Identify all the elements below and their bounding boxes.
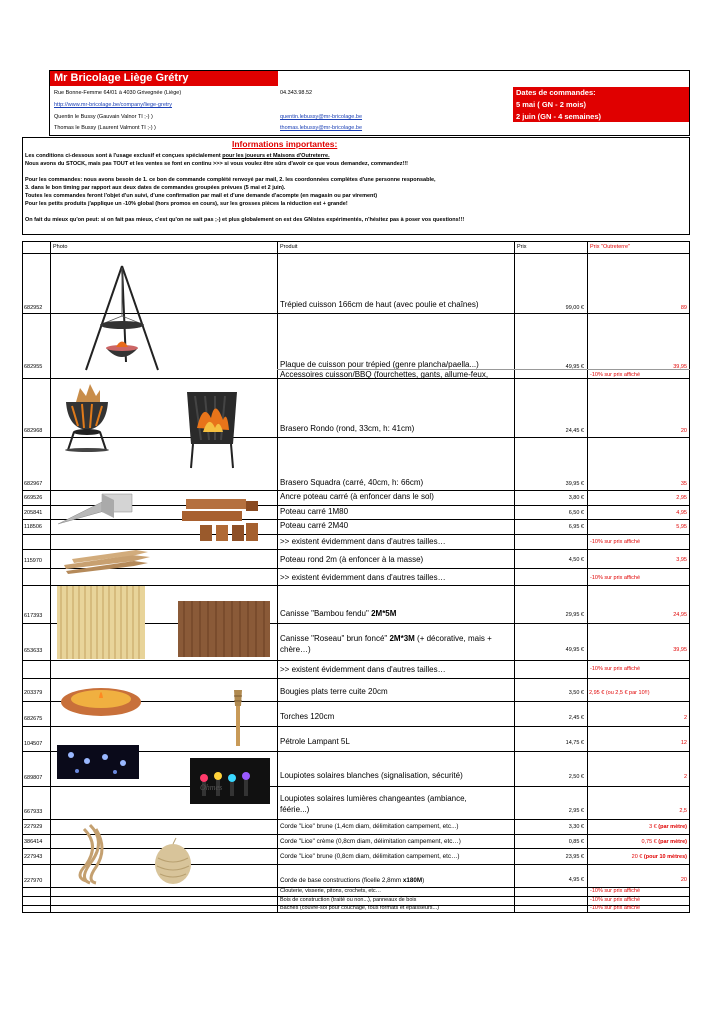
- row-19-special-value: 3 €: [649, 824, 659, 830]
- contact2-email-link[interactable]: thomas.lebussy@mr-bricolage.be: [280, 125, 363, 131]
- info-title: Informations importantes:: [232, 139, 338, 149]
- row-11-product-text: Canisse "Bambou fendu": [280, 609, 372, 618]
- rope-coil-image: [70, 821, 110, 885]
- row-11-special: 24,95: [673, 612, 687, 618]
- store-phone: 04.343.98.52: [280, 90, 313, 96]
- twine-ball-image: [152, 836, 194, 886]
- row-20-special-value: 0,75 €: [641, 839, 659, 845]
- order-dates-title: Dates de commandes:: [516, 88, 596, 97]
- post-anchor-image: [54, 492, 136, 528]
- row-8-special: -10% sur prix affiché: [590, 539, 641, 545]
- row-22-code: 227970: [24, 878, 43, 884]
- row-9-product: Poteau rond 2m (à enfoncer à la masse): [280, 555, 424, 564]
- row-12-code: 653633: [24, 648, 43, 654]
- store-address: Rue Bonne-Femme 64/01 à 4030 Grivegnée (Liège): [54, 90, 182, 96]
- info-line-6: Pour les petits produits j'applique un -10% global (hors promos en cours), sur les grosses pièces la réduction est + grande!: [25, 201, 348, 207]
- row-15-special: 2: [683, 715, 687, 721]
- terracotta-candle-image: [57, 680, 145, 720]
- order-date-1: 5 mai ( GN - 2 mois): [516, 100, 587, 109]
- row-14-price: 3,50 €: [568, 690, 584, 696]
- row-22-product-tail: ): [422, 877, 425, 884]
- store-website-link[interactable]: http://www.mr-bricolage.be/company/liege-gretry: [54, 102, 172, 108]
- row-4-special: 35: [680, 481, 687, 487]
- row-21-special-value: 20 €: [631, 854, 644, 860]
- row-22-special: 20: [680, 877, 687, 883]
- row-12-product-size: 2M*3M: [389, 634, 415, 643]
- row-6-special: 4,95: [676, 510, 687, 516]
- row-4-product: Brasero Squadra (carré, 40cm, h: 66cm): [280, 478, 424, 487]
- row-14-special: 2,95 € (ou 2,5 € par 10!!): [589, 690, 650, 696]
- col-header-product: Produit: [280, 244, 298, 250]
- row-3-code: 682968: [24, 428, 43, 434]
- info-line-1a: Les conditions ci-dessous sont à l'usage exclusif et conçues spécialement: [25, 153, 223, 159]
- contact2-name: Thomas le Bussy (Laurent Valmont TI ;-) ): [54, 125, 156, 131]
- info-line-4: 3. dans le bon timing par rapport aux deux dates de commandes groupées prévues (5 mai et 2 juin).: [25, 185, 286, 191]
- row-17-price: 2,50 €: [568, 774, 584, 780]
- row-3-product: Brasero Rondo (rond, 33cm, h: 41cm): [280, 424, 415, 433]
- row-25-special: -10% sur prix affiché: [590, 905, 641, 911]
- row-14-code: 203379: [24, 690, 43, 696]
- info-line-3: Pour les commandes: nous avons besoin de 1. ce bon de commande complété renvoyé par mail, 2. les coordonnées complètes d'une personne responsable,: [25, 177, 436, 183]
- row-24-product: Bois de construction (traité ou non...), panneaux de bois: [280, 897, 417, 903]
- row-19-special-unit: (par mètre): [658, 824, 687, 830]
- row-16-special: 12: [680, 740, 687, 746]
- row-7-price: 6,95 €: [568, 524, 584, 530]
- row-0-special: 89: [680, 305, 687, 311]
- row-9-special: 3,95: [676, 557, 687, 563]
- row-0-product: Trépied cuisson 166cm de haut (avec poulie et chaînes): [280, 300, 479, 309]
- row-2-special: -10% sur prix affiché: [590, 372, 641, 378]
- row-12-product-line2: chère…): [280, 645, 311, 654]
- row-7-special: 5,95: [676, 524, 687, 530]
- row-22-price: 4,95 €: [568, 877, 584, 883]
- round-posts-image: [62, 547, 152, 575]
- col-header-special-price: Prix "Outreterre": [590, 244, 630, 250]
- row-21-product: Corde "Lice" brune (0,8cm diam, délimitation campement, etc…): [280, 853, 460, 860]
- row-11-product-size: 2M*5M: [371, 609, 397, 618]
- col-header-photo: Photo: [53, 244, 68, 250]
- row-0-code: 682952: [24, 305, 43, 311]
- row-24-special: -10% sur prix affiché: [590, 897, 641, 903]
- row-1-price: 49,95 €: [565, 364, 584, 370]
- info-line-7: On fait du mieux qu'on peut: si on fait pas mieux, c'est qu'on ne sait pas ;-) et plus globalement on est des GNistes expérimentés, n'hésitez pas à poser vos questions!!!: [25, 217, 465, 223]
- row-16-code: 104507: [24, 741, 43, 747]
- row-5-price: 3,80 €: [568, 495, 584, 501]
- row-19-code: 227929: [24, 824, 43, 830]
- row-16-product: Pétrole Lampant 5L: [280, 737, 350, 746]
- row-17-code: 689807: [24, 775, 43, 781]
- row-17-product: Loupiotes solaires blanches (signalisation, sécurité): [280, 771, 463, 780]
- tripod-image: [80, 262, 165, 374]
- square-posts-image: [180, 495, 262, 545]
- row-18-product: Loupiotes solaires lumières changeantes (ambiance,: [280, 794, 467, 803]
- row-11-price: 29,95 €: [565, 612, 584, 618]
- row-18-code: 667933: [24, 809, 43, 815]
- row-12-price: 49,95 €: [565, 647, 584, 653]
- row-17-special: 2: [683, 774, 687, 780]
- row-21-special: [587, 854, 687, 861]
- row-12-product-tail: (+ décorative, mais +: [414, 634, 492, 643]
- info-line-1b: pour les joueurs et Maisons d'Outreterre.: [222, 153, 330, 159]
- row-15-product: Torches 120cm: [280, 712, 335, 721]
- row-20-special: [587, 839, 687, 846]
- brasero-rondo-image: [58, 380, 116, 452]
- row-9-code: 115970: [24, 558, 42, 564]
- row-16-price: 14,75 €: [565, 740, 584, 746]
- row-14-product: Bougies plats terre cuite 20cm: [280, 687, 388, 696]
- row-12-special: 39,95: [673, 647, 687, 653]
- row-20-special-unit: (par mètre): [658, 839, 687, 845]
- row-15-code: 682675: [24, 716, 43, 722]
- row-0-price: 99,00 €: [565, 305, 584, 311]
- row-20-product: Corde "Lice" crème (0,8cm diam, délimitation campement, etc…): [280, 838, 461, 845]
- row-4-price: 39,95 €: [565, 481, 584, 487]
- row-20-price: 0,85 €: [568, 839, 584, 845]
- row-9-price: 4,50 €: [568, 557, 584, 563]
- row-8-product: >> existent évidemment dans d'autres tailles…: [280, 537, 446, 546]
- row-25-product: Bâches (couvre-sol pour couchage, tous formats et épaisseurs...): [280, 905, 439, 911]
- row-7-product: Poteau carré 2M40: [280, 521, 349, 530]
- row-21-price: 23,95 €: [565, 854, 584, 860]
- roseau-canisse-image: [178, 601, 270, 657]
- row-1-product: Plaque de cuisson pour trépied (genre plancha/paella...): [280, 360, 479, 369]
- row-5-product: Ancre poteau carré (à enfoncer dans le sol): [280, 492, 434, 501]
- store-title: Mr Bricolage Liège Grétry: [54, 72, 189, 84]
- order-date-2: 2 juin (GN - 4 semaines): [516, 112, 602, 121]
- row-18-special: 2,5: [679, 808, 687, 814]
- solar-lights-watermark: Ohmes: [200, 783, 223, 792]
- contact1-name: Quentin le Bussy (Gauvain Valnor TI ;-) ): [54, 114, 153, 120]
- row-1-code: 682955: [24, 364, 43, 370]
- row-23-product: Clouterie, visserie, pitons, crochets, etc…: [280, 888, 382, 894]
- row-22-product: [280, 877, 424, 885]
- brasero-squadra-image: [183, 388, 241, 470]
- row-15-price: 2,45 €: [568, 715, 584, 721]
- row-5-special: 2,95: [676, 495, 687, 501]
- row-10-product: >> existent évidemment dans d'autres tailles…: [280, 573, 446, 582]
- row-22-product-text: Corde de base constructions (ficelle 2,8mm: [280, 877, 403, 884]
- row-6-product: Poteau carré 1M80: [280, 507, 349, 516]
- row-4-code: 682967: [24, 481, 43, 487]
- col-header-price: Prix: [517, 244, 527, 250]
- row-6-price: 6,50 €: [568, 510, 584, 516]
- row-23-special: -10% sur prix affiché: [590, 888, 641, 894]
- row-18-price: 2,95 €: [568, 808, 584, 814]
- row-3-price: 24,45 €: [565, 428, 584, 434]
- row-20-code: 386414: [24, 839, 43, 845]
- row-19-product: Corde "Lice" brune (1,4cm diam, délimitation campement, etc...): [280, 823, 459, 830]
- info-line-2: Nous avons du STOCK, mais pas TOUT et les ventes se font en continu >>> si vous voulez être sûrs d'avoir ce que vous demandez, commandez!!!: [25, 161, 408, 167]
- row-19-price: 3,30 €: [568, 824, 584, 830]
- torch-image: [230, 688, 246, 746]
- row-21-code: 227943: [24, 854, 43, 860]
- row-19-special: [587, 824, 687, 831]
- row-6-code: 205841: [24, 510, 43, 516]
- row-11-product: [280, 609, 396, 619]
- info-line-5: Toutes les commandes feront l'objet d'un suivi, d'une confirmation par mail et d'une demande d'acompte (en magasin ou par virement): [25, 193, 378, 199]
- row-11-code: 617393: [24, 613, 43, 619]
- info-line-1: [25, 153, 330, 160]
- row-2-product: Accessoires cuisson/BBQ (fourchettes, gants, allume-feux,: [280, 370, 489, 379]
- row-13-product: >> existent évidemment dans d'autres tailles…: [280, 665, 446, 674]
- row-18-product-line2: féérie...): [280, 805, 310, 814]
- solar-lights-white-image: [57, 745, 139, 779]
- bamboo-canisse-image: [57, 586, 145, 659]
- row-21-special-unit: (pour 10 mètres): [643, 854, 687, 860]
- row-7-code: 118506: [24, 524, 42, 530]
- row-10-special: -10% sur prix affiché: [590, 575, 641, 581]
- row-12-product: [280, 634, 492, 644]
- row-22-product-length: x180M: [402, 877, 423, 884]
- row-12-product-text: Canisse "Roseau" brun foncé": [280, 634, 390, 643]
- row-13-special: -10% sur prix affiché: [590, 666, 641, 672]
- row-1-special: 39,95: [673, 364, 687, 370]
- contact1-email-link[interactable]: quentin.lebussy@mr-bricolage.be: [280, 114, 363, 120]
- solar-lights-color-image: [190, 758, 270, 804]
- row-5-code: 669526: [24, 495, 43, 501]
- row-3-special: 20: [680, 428, 687, 434]
